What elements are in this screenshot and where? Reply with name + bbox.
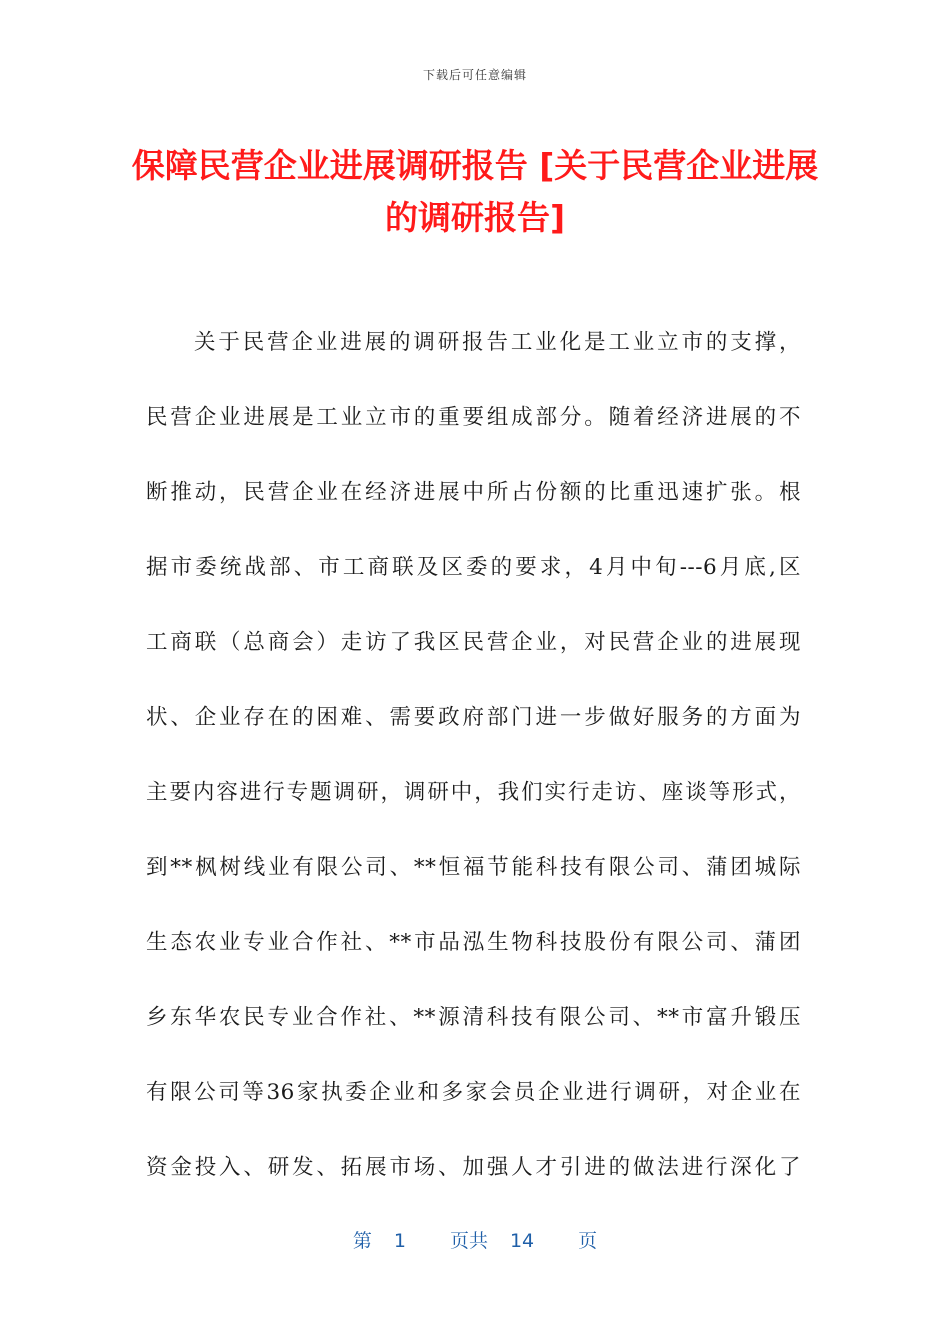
header-note: 下载后可任意编辑 [422,68,527,82]
paragraph-line: 资金投入、研发、拓展市场、加强人才引进的做法进行深化了 [146,1155,801,1180]
paragraph-line: 关于民营企业进展的调研报告工业化是工业立市的支撑， [194,330,801,355]
total-pages-number: 14 [509,1230,535,1252]
paragraph-line: 民营企业进展是工业立市的重要组成部分。随着经济进展的不 [146,405,801,430]
footer-middle: 页共 [449,1230,488,1252]
page-footer [0,1226,950,1253]
paragraph-line: 据市委统战部、市工商联及区委的要求，4月中旬---6月底,区 [146,555,801,580]
paragraph-line: 乡东华农民专业合作社、**源清科技有限公司、**市富升锻压 [146,1005,801,1030]
body-paragraph [146,320,801,1220]
current-page-number: 1 [393,1230,406,1252]
paragraph-line: 状、企业存在的困难、需要政府部门进一步做好服务的方面为 [146,705,801,730]
paragraph-line: 生态农业专业合作社、**市品泓生物科技股份有限公司、蒲团 [146,930,801,955]
paragraph-line: 有限公司等36家执委企业和多家会员企业进行调研，对企业在 [146,1080,801,1105]
footer-prefix: 第 [352,1230,372,1252]
paragraph-line: 断推动，民营企业在经济进展中所占份额的比重迅速扩张。根 [146,480,801,505]
paragraph-line: 工商联（总商会）走访了我区民营企业，对民营企业的进展现 [146,630,801,655]
document-title: 保障民营企业进展调研报告 [关于民营企业进展的调研报告] [131,146,819,237]
footer-suffix: 页 [578,1230,598,1252]
paragraph-line: 到**枫树线业有限公司、**恒福节能科技有限公司、蒲团城际 [146,855,801,880]
paragraph-line: 主要内容进行专题调研，调研中，我们实行走访、座谈等形式， [146,780,801,805]
